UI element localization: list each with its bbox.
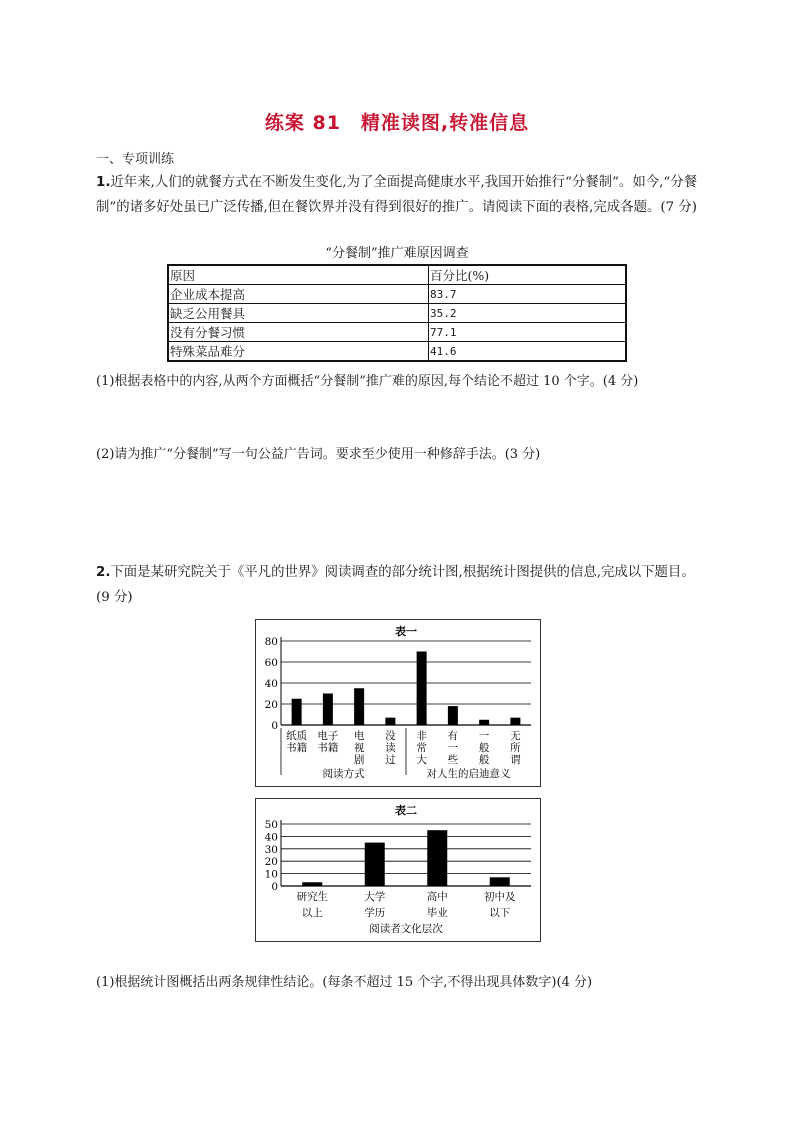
table-cell: 35.2 [429, 304, 627, 323]
chart-1 [256, 620, 540, 786]
table-row [168, 285, 626, 304]
y-tick-label: 20 [264, 856, 278, 869]
question-1-sub-2: (2)请为推广“分餐制”写一句公益广告词。要求至少使用一种修辞手法。(3 分) [96, 447, 541, 462]
table-row [168, 304, 626, 323]
bar-有一些 [448, 706, 458, 725]
table-cell: 77.1 [429, 323, 627, 342]
x-tick-label: 剧 [353, 754, 365, 766]
x-tick-label: 无 [510, 730, 521, 742]
x-tick-label: 大 [416, 754, 427, 766]
question-2-number: 2. [96, 565, 111, 580]
bar-没读过 [385, 718, 395, 725]
bar-大学学历 [365, 843, 385, 886]
question-2-sub-1: (1)根据统计图概括出两条规律性结论。(每条不超过 15 个字,不得出现具体数字)(4 分) [96, 975, 593, 990]
x-tick-label: 没 [385, 730, 396, 742]
table-header-row [168, 265, 626, 285]
x-tick-label: 视 [353, 742, 365, 754]
chart-title: 表二 [395, 804, 417, 817]
chart-1-box [255, 619, 541, 787]
table-cell: 83.7 [429, 285, 627, 304]
bar-无所谓 [510, 718, 520, 725]
bar-研究生以上 [302, 882, 322, 886]
y-tick-label: 30 [264, 843, 278, 856]
x-tick-label: 高中 [426, 891, 448, 903]
y-tick-label: 0 [271, 720, 278, 732]
x-tick-label: 以上 [301, 907, 323, 919]
bar-纸质书籍 [292, 699, 302, 725]
chart-title: 表一 [395, 625, 417, 638]
x-tick-label: 非 [416, 730, 427, 742]
x-tick-label: 书籍 [317, 742, 339, 754]
x-tick-label: 有 [447, 730, 459, 742]
y-tick-label: 20 [264, 699, 278, 711]
bar-电视剧 [354, 688, 364, 725]
x-tick-label: 般 [478, 754, 490, 766]
x-tick-label: 毕业 [426, 907, 448, 919]
table-header-cell: 百分比(%) [429, 265, 627, 285]
table-caption: “分餐制”推广难原因调查 [325, 246, 469, 261]
x-tick-label: 读 [385, 742, 396, 754]
chart-2-box [255, 798, 541, 942]
table-cell: 没有分餐习惯 [168, 323, 429, 342]
y-tick-label: 50 [264, 819, 278, 831]
question-1-number: 1. [96, 175, 111, 190]
table-cell: 41.6 [429, 342, 627, 362]
x-tick-label: 电子 [317, 730, 339, 742]
question-1-sub-1: (1)根据表格中的内容,从两个方面概括“分餐制”推广难的原因,每个结论不超过 10 个字。(4 分) [96, 374, 639, 389]
group-label: 阅读方式 [322, 768, 365, 780]
x-tick-label: 过 [385, 754, 396, 766]
x-tick-label: 初中及 [484, 891, 516, 903]
question-2-text: 下面是某研究院关于《平凡的世界》阅读调查的部分统计图,根据统计图提供的信息,完成以下题目。(9 分) [96, 565, 695, 605]
x-tick-label: 所 [510, 742, 521, 754]
x-tick-label: 纸质 [286, 730, 308, 742]
x-tick-label: 谓 [510, 754, 521, 766]
x-tick-label: 一 [478, 730, 490, 742]
x-tick-label: 些 [447, 754, 459, 766]
bar-高中毕业 [427, 830, 447, 886]
section-heading: 一、专项训练 [96, 152, 175, 167]
y-tick-label: 10 [264, 868, 278, 881]
table-row [168, 342, 626, 362]
x-axis-label: 阅读者文化层次 [369, 923, 443, 935]
question-1-prompt [96, 170, 702, 220]
table-cell: 企业成本提高 [168, 285, 429, 304]
bar-一般般 [479, 720, 489, 725]
x-tick-label: 书籍 [286, 742, 308, 754]
chart-2 [256, 799, 540, 941]
x-tick-label: 般 [478, 742, 490, 754]
survey-table [167, 264, 627, 362]
group-label: 对人生的启迪意义 [426, 768, 511, 780]
x-tick-label: 一 [447, 742, 459, 754]
x-tick-label: 学历 [364, 907, 386, 919]
x-tick-label: 研究生 [296, 891, 328, 903]
bar-初中及以下 [490, 877, 510, 886]
bar-电子书籍 [323, 694, 333, 726]
x-tick-label: 常 [416, 742, 427, 754]
y-tick-label: 60 [264, 657, 278, 669]
y-tick-label: 40 [264, 831, 278, 844]
table-row [168, 323, 626, 342]
table-cell: 缺乏公用餐具 [168, 304, 429, 323]
page-title: 练案 81 精准读图,转准信息 [264, 112, 530, 134]
table-header-cell: 原因 [168, 265, 429, 285]
question-2-prompt [96, 560, 702, 610]
y-tick-label: 0 [271, 881, 278, 893]
question-1-text: 近年来,人们的就餐方式在不断发生变化,为了全面提高健康水平,我国开始推行“分餐制”。如今,“分餐制”的诸多好处虽已广泛传播,但在餐饮界并没有得到很好的推广。请阅读下面的表格,完成各题。(7 分) [96, 175, 697, 215]
y-tick-label: 80 [264, 636, 278, 648]
x-tick-label: 电 [353, 730, 365, 742]
x-tick-label: 大学 [364, 891, 386, 903]
bar-非常大 [417, 652, 427, 726]
y-tick-label: 40 [264, 678, 278, 690]
x-tick-label: 以下 [489, 907, 511, 919]
table-cell: 特殊菜品难分 [168, 342, 429, 362]
